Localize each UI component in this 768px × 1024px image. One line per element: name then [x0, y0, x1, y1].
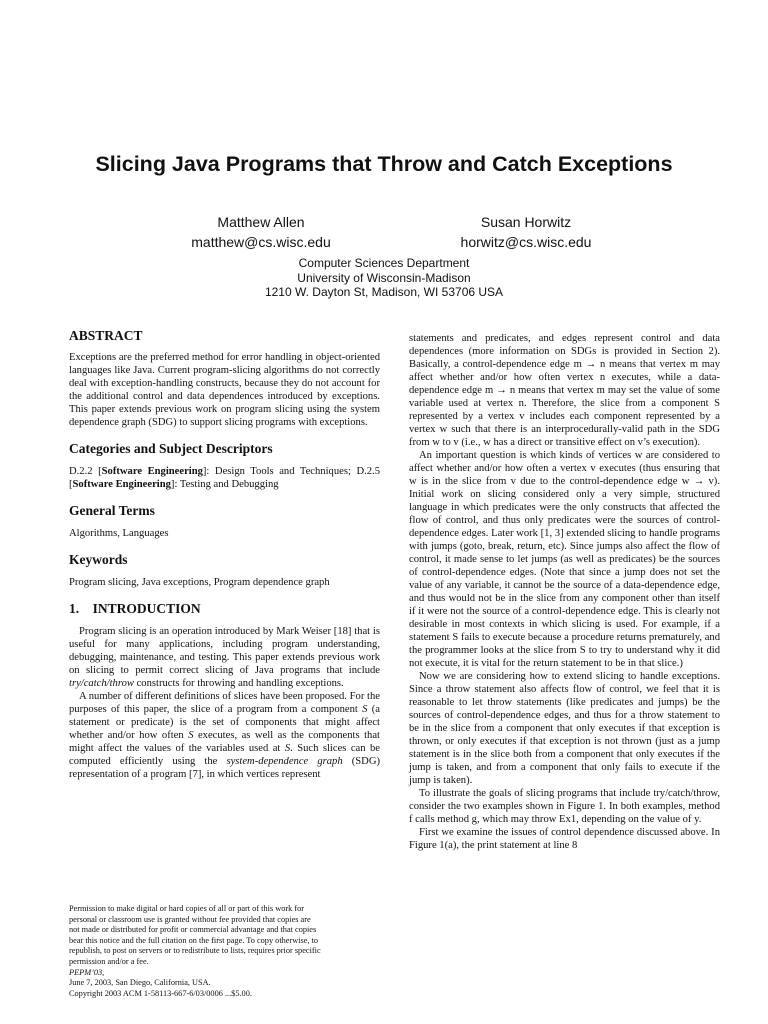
- general-terms-text: Algorithms, Languages: [69, 528, 169, 539]
- author-block: [131, 212, 391, 252]
- general-terms-heading: General Terms: [69, 503, 155, 518]
- paper-title: Slicing Java Programs that Throw and Catch Exceptions: [95, 152, 673, 176]
- right-column: [409, 332, 720, 852]
- footnote-line: republish, to post on servers or to redistribute to lists, requires prior specific: [69, 946, 321, 956]
- body-paragraph: Now we are considering how to extend slicing to handle exceptions. Since a throw statement also affects flow of control, we feel that it is reasonable to let throw statements (like predicates and jumps) be the sources of control-dependence edges, and thus for a throw statement to be in the slice from a component that only executes if that exception is thrown, or only executes if that exception is not thrown (just as a jump statement is in the slice both from a component that only executes if the jump is taken, and from a component that only fails to execute if the jump is taken).: [409, 671, 720, 786]
- categories-text: D.2.2 [Software Engineering]: Design Tools and Techniques; D.2.5 [Software Engineering]: Testing and Debugging: [69, 466, 380, 490]
- keywords-text: Program slicing, Java exceptions, Program dependence graph: [69, 577, 330, 588]
- intro-heading: 1. INTRODUCTION: [69, 601, 201, 616]
- author-email: horwitz@cs.wisc.edu: [460, 234, 592, 250]
- categories-heading: Categories and Subject Descriptors: [69, 441, 273, 456]
- intro-paragraph: Program slicing is an operation introduced by Mark Weiser [18] that is useful for many applications, including program understanding, debugging, maintenance, and testing. This paper extends previous work on slicing to permit correct slicing of Java programs that include try/catch/throw constructs for throwing and handling exceptions.: [69, 626, 380, 689]
- footnote-line: Permission to make digital or hard copies of all or part of this work for: [69, 904, 305, 913]
- keywords-heading: Keywords: [69, 552, 128, 567]
- footnote-line: not made or distributed for profit or commercial advantage and that copies: [69, 925, 317, 935]
- body-paragraph: An important question is which kinds of vertices w are considered to affect whether and/or how often a vertex v executes (thus ensuring that w is in the slice from v due to the control-dependence edge w → v). Initial work on slicing considered only a very simple, structured language in which predicates were the only constructs that affected the flow of control, and thus only predicates were the sources of control-dependence edges. Later work [1, 3] extended slicing to handle programs with jumps (goto, break, return, etc). Since jumps also affect the flow of control, it made sense to let jumps (as well as predicates) be the sources of control-dependence edges. (Note that since a jump does not set the value of any variable, it cannot be the source of a data-dependence edge, and thus would not be in the slice from any component other than itself if it were not the source of a control-dependence edge. This is clearly not desirable in most contexts in which slicing is used. For example, if a statement S fails to execute because a procedure returns prematurely, and the programmer looks at the slice from S to try to understand why it did not execute, it is vital for the return statement to be in that slice.): [409, 450, 720, 669]
- footnote-copyright: Copyright 2003 ACM 1-58113-667-6/03/0006 ...$5.00.: [69, 988, 252, 998]
- body-paragraph: First we examine the issues of control dependence discussed above. In Figure 1(a), the print statement at line 8: [409, 827, 720, 851]
- footnote-venue: PEPM’03, June 7, 2003, San Diego, California, USA.: [69, 967, 211, 988]
- author-email: matthew@cs.wisc.edu: [191, 234, 331, 250]
- affiliation-line: University of Wisconsin-Madison: [297, 270, 471, 285]
- footnote-line: bear this notice and the full citation on the first page. To copy otherwise, to: [69, 935, 319, 945]
- footnote-line: personal or classroom use is granted without fee provided that copies are: [69, 914, 311, 924]
- left-column: [69, 328, 380, 781]
- affiliation-line: Computer Sciences Department: [298, 256, 470, 270]
- abstract-heading: ABSTRACT: [69, 328, 143, 343]
- body-paragraph: To illustrate the goals of slicing programs that include try/catch/throw, consider the two examples shown in Figure 1. In both examples, method f calls method g, which may throw Ex1, depending on the value of y.: [409, 788, 720, 825]
- intro-paragraph: A number of different definitions of slices have been proposed. For the purposes of this paper, the slice of a program from a component S (a statement or predicate) is the set of components that might affect whether and/or how often S executes, as well as the components that might affect the values of the variables used at S. Such slices can be computed efficiently using the system-dependence graph (SDG) representation of a program [7], in which vertices represent: [69, 691, 381, 780]
- author-name: Matthew Allen: [217, 214, 305, 230]
- footnote-line: permission and/or a fee.: [69, 956, 149, 966]
- abstract-text: Exceptions are the preferred method for error handling in object-oriented languages like Java. Current program-slicing algorithms do not correctly deal with exception-handling constructs, because they do not account for the additional control and data dependences introduced by exceptions. This paper extends previous work on program slicing using the system dependence graph (SDG) to support slicing programs with exceptions.: [69, 352, 380, 428]
- author-block: [396, 212, 656, 252]
- body-paragraph: statements and predicates, and edges represent control and data dependences (more information on SDGs is provided in Section 2). Basically, a control-dependence edge m → n means that vertex m may affect whether and/or how often vertex n executes, while a data-dependence edge m → n means that vertex m may set the value of some variable used at vertex n. Therefore, the slice from a component S represented by a vertex v includes each component represented by a vertex w such that there is an interprocedurally-valid path in the SDG from w to v (i.e., w has a direct or transitive effect on v’s execution).: [409, 333, 720, 448]
- author-name: Susan Horwitz: [480, 214, 572, 230]
- copyright-footnote: [69, 904, 380, 999]
- affiliation: [0, 256, 768, 300]
- affiliation-line: 1210 W. Dayton St, Madison, WI 53706 USA: [264, 285, 504, 299]
